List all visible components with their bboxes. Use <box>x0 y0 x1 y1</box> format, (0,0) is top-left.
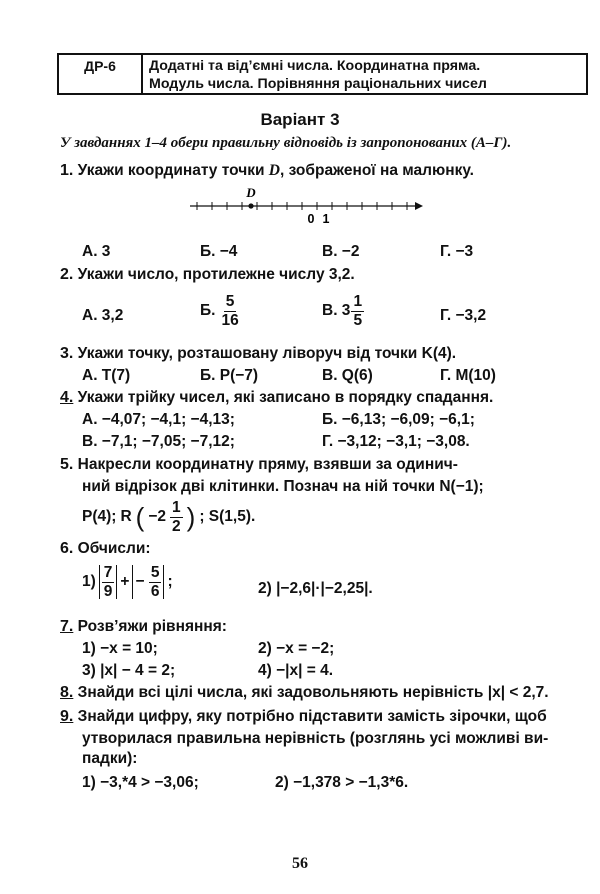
q1-number: 1. <box>60 162 74 179</box>
point-d-marker <box>248 203 253 208</box>
q5-line1-text: Накресли координатну пряму, взявши за одинич- <box>77 456 458 473</box>
q3-option-a: А. T(7) <box>82 367 131 384</box>
q6-e1-num-1: 7 <box>103 564 113 581</box>
q2-option-c-den: 5 <box>353 311 363 329</box>
q2-number: 2. <box>60 266 74 283</box>
q5-line3 <box>82 500 255 534</box>
q1-var: D <box>268 162 280 179</box>
q4-text-body: Укажи трійку чисел, які записано в порядку спадання. <box>77 389 494 406</box>
q1-option-d: Г. −3 <box>440 243 474 260</box>
tick-label-1: 1 <box>322 212 330 226</box>
q5-point-s: ; S(1,5). <box>199 508 256 525</box>
q4-option-c: В. −7,1; −7,05; −7,12; <box>82 433 235 450</box>
q9-line2: утворилася правильна нерівність (розглянь усі можливі ви- <box>82 730 549 747</box>
q2-text <box>60 266 355 284</box>
q9-line3: падки): <box>82 750 138 767</box>
q2-option-a: А. 3,2 <box>82 307 124 324</box>
q4-number: 4. <box>60 389 74 406</box>
q5-line2: ний відрізок дві клітинки. Познач на ній точки N(−1); <box>82 478 484 495</box>
q3-option-d: Г. M(10) <box>440 367 496 384</box>
q6-e1-end: ; <box>167 573 173 590</box>
q7-text-body: Розв’яжи рівняння: <box>77 618 227 635</box>
q4-option-b: Б. −6,13; −6,09; −6,1; <box>322 411 475 428</box>
q2-option-b-prefix: Б. <box>200 302 216 319</box>
page-number: 56 <box>292 855 308 872</box>
q3-text <box>60 345 456 363</box>
q7-equation-1: 1) −x = 10; <box>82 640 158 657</box>
q5-r-den: 2 <box>172 517 181 535</box>
q6-e1-frac-2 <box>149 565 162 599</box>
q5-point-p: P(4); <box>82 508 117 525</box>
worksheet-title-line2: Модуль числа. Порівняння раціональних чисел <box>149 76 487 92</box>
q7-text <box>60 618 227 636</box>
q1-text <box>60 162 474 180</box>
q6-e1-num-2: 5 <box>150 564 160 581</box>
q5-r-num: 1 <box>172 499 181 516</box>
q9-inequality-2: 2) −1,378 > −1,3*6. <box>275 774 409 791</box>
q3-text-body: Укажи точку, розташовану ліворуч від точки K(4). <box>77 345 457 362</box>
number-line <box>185 185 425 230</box>
worksheet-code: ДР-6 <box>59 55 143 93</box>
q3-option-c: В. Q(6) <box>322 367 373 384</box>
q1-text-b: , зображеної на малюнку. <box>280 162 474 179</box>
q5-left-paren: ( <box>135 501 145 532</box>
q6-number: 6. <box>60 540 74 557</box>
worksheet-title-line1: Додатні та від’ємні числа. Координатна пряма. <box>149 58 481 74</box>
q9-line1-text: Знайди цифру, яку потрібно підставити замість зірочки, щоб <box>77 708 547 725</box>
q5-number: 5. <box>60 456 74 473</box>
q6-expression-1 <box>82 565 173 599</box>
q7-equation-2: 2) −x = −2; <box>258 640 335 657</box>
q2-option-b-fraction <box>219 294 240 328</box>
q6-e1-den-1: 9 <box>103 582 113 600</box>
q6-e1-abs-2 <box>132 565 164 599</box>
q2-option-b-num: 5 <box>225 293 235 310</box>
q7-equation-4: 4) −|x| = 4. <box>258 662 334 679</box>
q6-e1-label: 1) <box>82 573 96 590</box>
q7-number: 7. <box>60 618 74 635</box>
q5-point-r-prefix: R <box>120 508 132 525</box>
q4-option-d: Г. −3,12; −3,1; −3,08. <box>322 433 470 450</box>
q5-r-whole: −2 <box>148 508 167 525</box>
q8-text-body: Знайди всі цілі числа, які задовольняють нерівність |x| < 2,7. <box>77 684 549 701</box>
q3-number: 3. <box>60 345 74 362</box>
q5-line1 <box>60 456 458 474</box>
instruction: У завданнях 1–4 обери правильну відповідь із запропонованих (А–Г). <box>60 135 512 151</box>
q1-text-a: Укажи координату точки <box>77 162 269 179</box>
q2-option-c <box>322 294 364 328</box>
q1-option-b: Б. −4 <box>200 243 238 260</box>
q9-inequality-1: 1) −3,*4 > −3,06; <box>82 774 199 791</box>
q2-option-c-fraction <box>351 294 364 328</box>
number-line-arrow <box>415 202 423 210</box>
q6-e1-plus: + <box>120 573 130 590</box>
q8-text <box>60 684 549 702</box>
q3-option-b: Б. P(−7) <box>200 367 259 384</box>
q7-equation-3: 3) |x| − 4 = 2; <box>82 662 176 679</box>
point-d-label: D <box>246 185 256 200</box>
q4-option-a: А. −4,07; −4,1; −4,13; <box>82 411 235 428</box>
q6-expression-2: 2) |−2,6|·|−2,25|. <box>258 580 373 597</box>
q9-number: 9. <box>60 708 74 725</box>
q2-option-d: Г. −3,2 <box>440 307 487 324</box>
q6-e1-frac-1 <box>102 565 115 599</box>
q6-text <box>60 540 151 558</box>
tick-label-0: 0 <box>307 212 315 226</box>
q2-option-c-prefix: В. 3 <box>322 302 351 319</box>
q2-text-body: Укажи число, протилежне числу 3,2. <box>77 266 355 283</box>
q6-e1-abs-1 <box>99 565 118 599</box>
q5-right-paren: ) <box>186 501 196 532</box>
q6-e1-minus: − <box>135 573 145 591</box>
q5-r-fraction <box>170 500 183 534</box>
q9-line1 <box>60 708 547 726</box>
q2-option-c-num: 1 <box>353 293 363 310</box>
worksheet-header <box>57 53 588 95</box>
q2-option-b <box>200 294 241 328</box>
q6-e1-den-2: 6 <box>150 582 160 600</box>
worksheet-title <box>143 55 493 93</box>
q8-number: 8. <box>60 684 74 701</box>
q1-option-c: В. −2 <box>322 243 360 260</box>
q4-text <box>60 389 493 407</box>
q1-option-a: А. 3 <box>82 243 111 260</box>
q6-text-body: Обчисли: <box>77 540 151 557</box>
q2-option-b-den: 16 <box>221 311 239 329</box>
variant-heading: Варіант 3 <box>260 110 340 129</box>
